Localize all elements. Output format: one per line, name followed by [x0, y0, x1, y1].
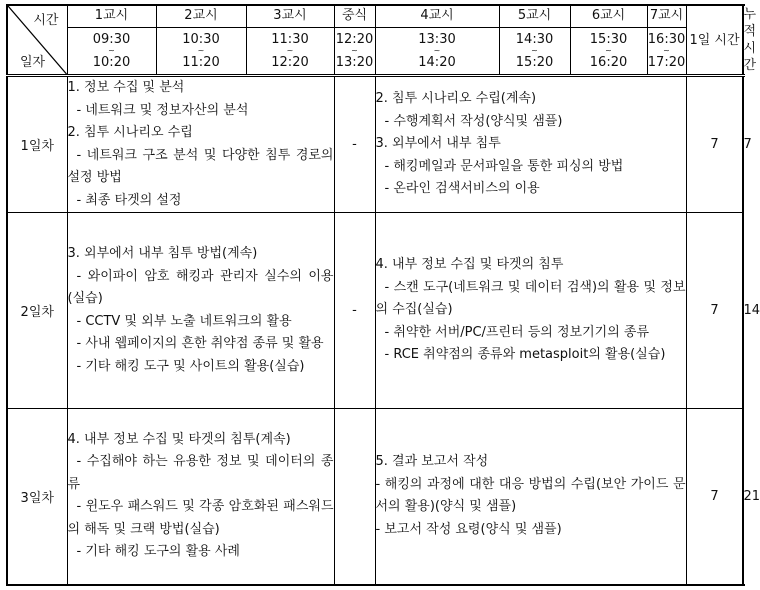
day-row: 2일차 3. 외부에서 내부 침투 방법(계속) - 와이파이 암호 해킹과 관리자 실수의 이용(실습) - CCTV 및 외부 노출 네트워크의 활용 - 사내 웹페이지의 흔한 취약점 종류 및 활용 - 기타 해킹 도구 및 사이트의 활용(실습) - 4. 내부 정보 수집 및 타겟의 침투 - 스캔 도구(네트워크 및 데이터 검색)의 활용 및 정보의 수집(실습) - 취약한 서버/PC/프린터 등의 정보기기의 종류 - RCE 취약점의 종류와 metasploit의 활용(실습) 7 14 [7, 213, 743, 409]
period-time-cell [156, 27, 246, 75]
period-time-cell [375, 27, 499, 75]
time-separator: ~ [663, 45, 670, 55]
topic-subitem: - 최종 타겟의 설정 [76, 192, 182, 208]
day-label: 일자 [20, 55, 46, 70]
day-row: 1일차 1. 정보 수집 및 분석 - 네트워크 및 정보자산의 분석 2. 침투 시나리오 수립 - 네트워크 구조 분석 및 다양한 침투 경로의 설정 방법 - 최종 타겟의 설정 - 2. 침투 시나리오 수립(계속) - 수행계획서 작성(양식및 샘플) 3. 외부에서 내부 침투 - 해킹메일과 문서파일을 통한 피싱의 방법 - 온라인 검색서비스의 이용 7 7 [7, 76, 743, 213]
topic-subitem: - 수집해야 하는 유용한 정보 및 데이터의 종류 [67, 454, 334, 492]
time-label: 시간 [33, 13, 59, 28]
daily-hours-value: 7 [686, 213, 743, 409]
morning-session-content [67, 409, 334, 585]
lunch-cell: - [334, 76, 375, 213]
start-time: 15:30 [589, 31, 628, 47]
topic-subitem: - 네트워크 및 정보자산의 분석 [76, 102, 249, 118]
schedule-table [6, 4, 760, 586]
topic-item: 5. 결과 보고서 작성 [375, 454, 489, 470]
end-time: 16:20 [589, 54, 628, 70]
end-time: 12:20 [271, 54, 309, 70]
start-time: 14:30 [515, 31, 554, 47]
time-separator: ~ [433, 45, 441, 55]
period-time-cell [334, 27, 375, 75]
end-time: 11:20 [182, 54, 220, 70]
schedule-table-container [6, 4, 760, 586]
period-label: 2교시 [156, 5, 246, 27]
morning-session-content [67, 76, 334, 213]
daily-hours-value: 7 [686, 76, 743, 213]
period-label: 4교시 [375, 5, 499, 27]
end-time: 17:20 [647, 54, 686, 70]
header-row-times [7, 27, 743, 75]
end-time: 15:20 [515, 54, 554, 70]
topic-subitem: - CCTV 및 외부 노출 네트워크의 활용 [76, 313, 292, 329]
topic-item: 3. 외부에서 내부 침투 방법(계속) [67, 246, 258, 261]
day-label: 2일차 [7, 213, 67, 409]
period-time-cell [67, 27, 156, 75]
topic-item: 4. 내부 정보 수집 및 타겟의 침투 [375, 257, 564, 273]
daily-hours-header: 1일 시간 [686, 5, 743, 76]
start-time: 16:30 [647, 31, 686, 47]
period-time-cell [647, 27, 686, 75]
period-label: 7교시 [647, 5, 686, 27]
topic-item: - 해킹의 과정에 대한 대응 방법의 수립(보안 가이드 문서의 활용)(양식 및 샘플) [375, 476, 686, 515]
period-time-cell [570, 27, 647, 75]
start-time: 11:30 [271, 31, 309, 47]
period-label: 1교시 [67, 5, 156, 27]
time-day-corner-cell [7, 5, 67, 76]
topic-subitem: - 기타 해킹 도구의 활용 사례 [76, 544, 240, 560]
topic-subitem: - 스캔 도구(네트워크 및 데이터 검색)의 활용 및 정보의 수집(실습) [375, 279, 686, 318]
day-row: 3일차 4. 내부 정보 수집 및 타겟의 침투(계속) - 수집해야 하는 유용한 정보 및 데이터의 종류 - 윈도우 패스워드 및 각종 암호화된 패스워드의 해독 및 크랙 방법(실습) - 기타 해킹 도구의 활용 사례 5. 결과 보고서 작성 - 해킹의 과정에 대한 대응 방법의 수립(보안 가이드 문서의 활용)(양식 및 샘플) - 보고서 작성 요령(양식 및 샘플) 7 21 [7, 409, 743, 585]
period-label: 5교시 [499, 5, 570, 27]
topic-item: 1. 정보 수집 및 분석 [67, 80, 185, 95]
topic-subitem: - 사내 웹페이지의 흔한 취약점 종류 및 활용 [76, 336, 324, 351]
period-time-cell [499, 27, 570, 75]
period-label: 3교시 [246, 5, 334, 27]
header-row-periods: 시간 일자 1교시 2교시 3교시 중식 4교시 5교시 6교시 7교시 1일 시간 누적 시간 [7, 5, 743, 27]
topic-item: 3. 외부에서 내부 침투 [375, 136, 501, 152]
period-time-cell [246, 27, 334, 75]
afternoon-session-content [375, 76, 686, 213]
topic-subitem: - 취약한 서버/PC/프린터 등의 정보기기의 종류 [384, 324, 650, 340]
topic-item: 4. 내부 정보 수집 및 타겟의 침투(계속) [67, 431, 291, 447]
lunch-cell: - [334, 213, 375, 409]
period-label: 6교시 [570, 5, 647, 27]
time-separator: ~ [197, 45, 205, 55]
topic-subitem: - 해킹메일과 문서파일을 통한 피싱의 방법 [384, 158, 624, 174]
topic-subitem: - 온라인 검색서비스의 이용 [384, 181, 540, 197]
end-time: 10:20 [92, 54, 131, 70]
schedule-body [7, 5, 760, 585]
topic-item: - 보고서 작성 요령(양식 및 샘플) [375, 521, 562, 537]
daily-hours-value: 7 [686, 409, 743, 585]
end-time: 14:20 [418, 54, 456, 70]
start-time: 12:20 [335, 31, 374, 47]
afternoon-session-content [375, 409, 686, 585]
topic-item: 2. 침투 시나리오 수립 [67, 125, 193, 140]
time-separator: ~ [351, 45, 358, 55]
start-time: 09:30 [92, 31, 131, 47]
start-time: 10:30 [182, 31, 220, 47]
afternoon-session-content [375, 213, 686, 409]
topic-subitem: - 네트워크 구조 분석 및 다양한 침투 경로의 설정 방법 [67, 147, 334, 185]
morning-session-content [67, 213, 334, 409]
time-separator: ~ [531, 45, 538, 55]
topic-subitem: - 기타 해킹 도구 및 사이트의 활용(실습) [76, 358, 305, 374]
time-separator: ~ [108, 45, 115, 55]
topic-subitem: - 수행계획서 작성(양식및 샘플) [384, 113, 563, 129]
topic-subitem: - 윈도우 패스워드 및 각종 암호화된 패스워드의 해독 및 크랙 방법(실습) [67, 499, 334, 537]
end-time: 13:20 [335, 54, 374, 70]
start-time: 13:30 [418, 31, 456, 47]
time-separator: ~ [605, 45, 612, 55]
period-label-lunch: 중식 [334, 5, 375, 27]
day-label: 1일차 [7, 76, 67, 213]
time-separator: ~ [286, 45, 294, 55]
topic-subitem: - RCE 취약점의 종류와 metasploit의 활용(실습) [384, 347, 666, 363]
topic-item: 2. 침투 시나리오 수립(계속) [375, 91, 537, 107]
lunch-cell [334, 409, 375, 585]
topic-subitem: - 와이파이 암호 해킹과 관리자 실수의 이용(실습) [67, 268, 334, 306]
day-label: 3일차 [7, 409, 67, 585]
